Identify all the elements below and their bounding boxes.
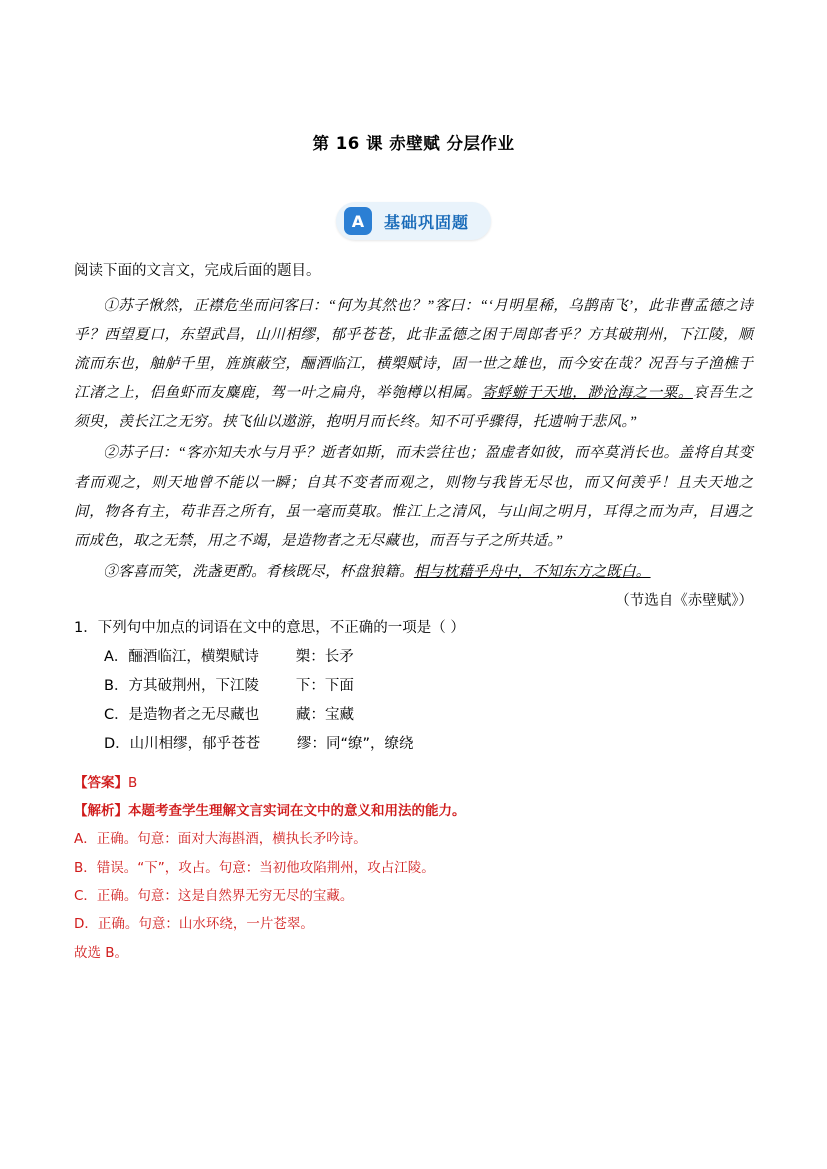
- answer-label: 【答案】: [74, 774, 128, 791]
- badge-letter: A: [344, 207, 372, 235]
- analysis-item-d: D．正确。句意：山水环绕，一片苍翠。: [74, 916, 314, 933]
- passage-run: ③客喜而笑，洗盏更酌。肴核既尽，杯盘狼籍。: [103, 564, 414, 581]
- passage-run-underlined: 寄蜉蝣于天地，渺沧海之一粟。: [481, 385, 693, 402]
- answer-row: [74, 769, 753, 797]
- passage-source: （节选自《赤壁赋》）: [615, 593, 753, 610]
- analysis-item-c: C．正确。句意：这是自然界无穷无尽的宝藏。: [74, 888, 354, 905]
- badge-pill: [336, 202, 491, 240]
- answer-section: [74, 769, 753, 967]
- section-badge: [74, 202, 753, 240]
- option-d[interactable]: D．山川相缪，郁乎苍苍 缪：同“缭”，缭绕: [104, 735, 414, 752]
- analysis-conclusion: 故选 B。: [74, 944, 129, 961]
- passage-run: ①苏子愀然，正襟危坐而问客曰：“何为其然也？”客曰：“‘月明星稀，乌鹊南飞’，此非曹孟德之诗乎？西望夏口，东望武昌，山川相缪，郁乎苍苍，此非孟德之困于周郎者乎？方其破荆州，下江陵，顺流而东也，舳舻千里，旌旗蔽空，酾酒临江，横槊赋诗，固一世之雄也，而今安在哉？况吾与子渔樵于江渚之上，侣鱼虾而友麋鹿，驾一叶之扁舟，举匏樽以相属。: [74, 297, 753, 402]
- passage-paragraph-1: [74, 292, 753, 438]
- passage-run: 哀吾生之须臾，羡长江之无穷。挟飞仙以遨游，抱明月而长终。知不可乎骤得，托遗响于悲风。”: [74, 385, 754, 431]
- analysis-item-b: B．错误。“下”，攻占。句意：当初他攻陷荆州，攻占江陵。: [74, 859, 435, 876]
- analysis-label: 【解析】: [74, 803, 128, 820]
- answer-value: B: [128, 774, 138, 791]
- page-title: 第 16 课 赤壁赋 分层作业: [312, 134, 515, 153]
- passage-paragraph-3: [74, 558, 753, 587]
- passage-run-underlined: 相与枕藉乎舟中，不知东方之既白。: [413, 564, 651, 581]
- passage-run: ②苏子曰：“客亦知夫水与月乎？逝者如斯，而未尝往也；盈虚者如彼，而卒莫消长也。盖将自其变者而观之，则天地曾不能以一瞬；自其不变者而观之，则物与我皆无尽也，而又何羡乎！且夫天地之间，物各有主，苟非吾之所有，虽一毫而莫取。惟江上之清风，与山间之明月，耳得之而为声，目遇之而成色，取之无禁，用之不竭，是造物者之无尽藏也，而吾与子之所共适。”: [74, 445, 753, 550]
- badge-label: 基础巩固题: [383, 212, 469, 232]
- instruction-text: 阅读下面的文言文，完成后面的题目。: [74, 263, 321, 279]
- passage-paragraph-2: [74, 439, 753, 556]
- option-a[interactable]: A．酾酒临江，横槊赋诗 槊：长矛: [104, 648, 354, 665]
- analysis-text: 本题考查学生理解文言实词在文中的意义和用法的能力。: [128, 803, 466, 820]
- analysis-row: [74, 797, 753, 825]
- option-c[interactable]: C．是造物者之无尽藏也 藏：宝藏: [104, 706, 354, 723]
- option-list: [74, 643, 753, 759]
- analysis-item-a: A．正确。句意：面对大海斟酒，横执长矛吟诗。: [74, 831, 367, 848]
- question-stem: 1．下列句中加点的词语在文中的意思，不正确的一项是（ ）: [74, 620, 465, 637]
- option-b[interactable]: B．方其破荆州，下江陵 下：下面: [104, 677, 354, 694]
- passage-container: [74, 292, 753, 588]
